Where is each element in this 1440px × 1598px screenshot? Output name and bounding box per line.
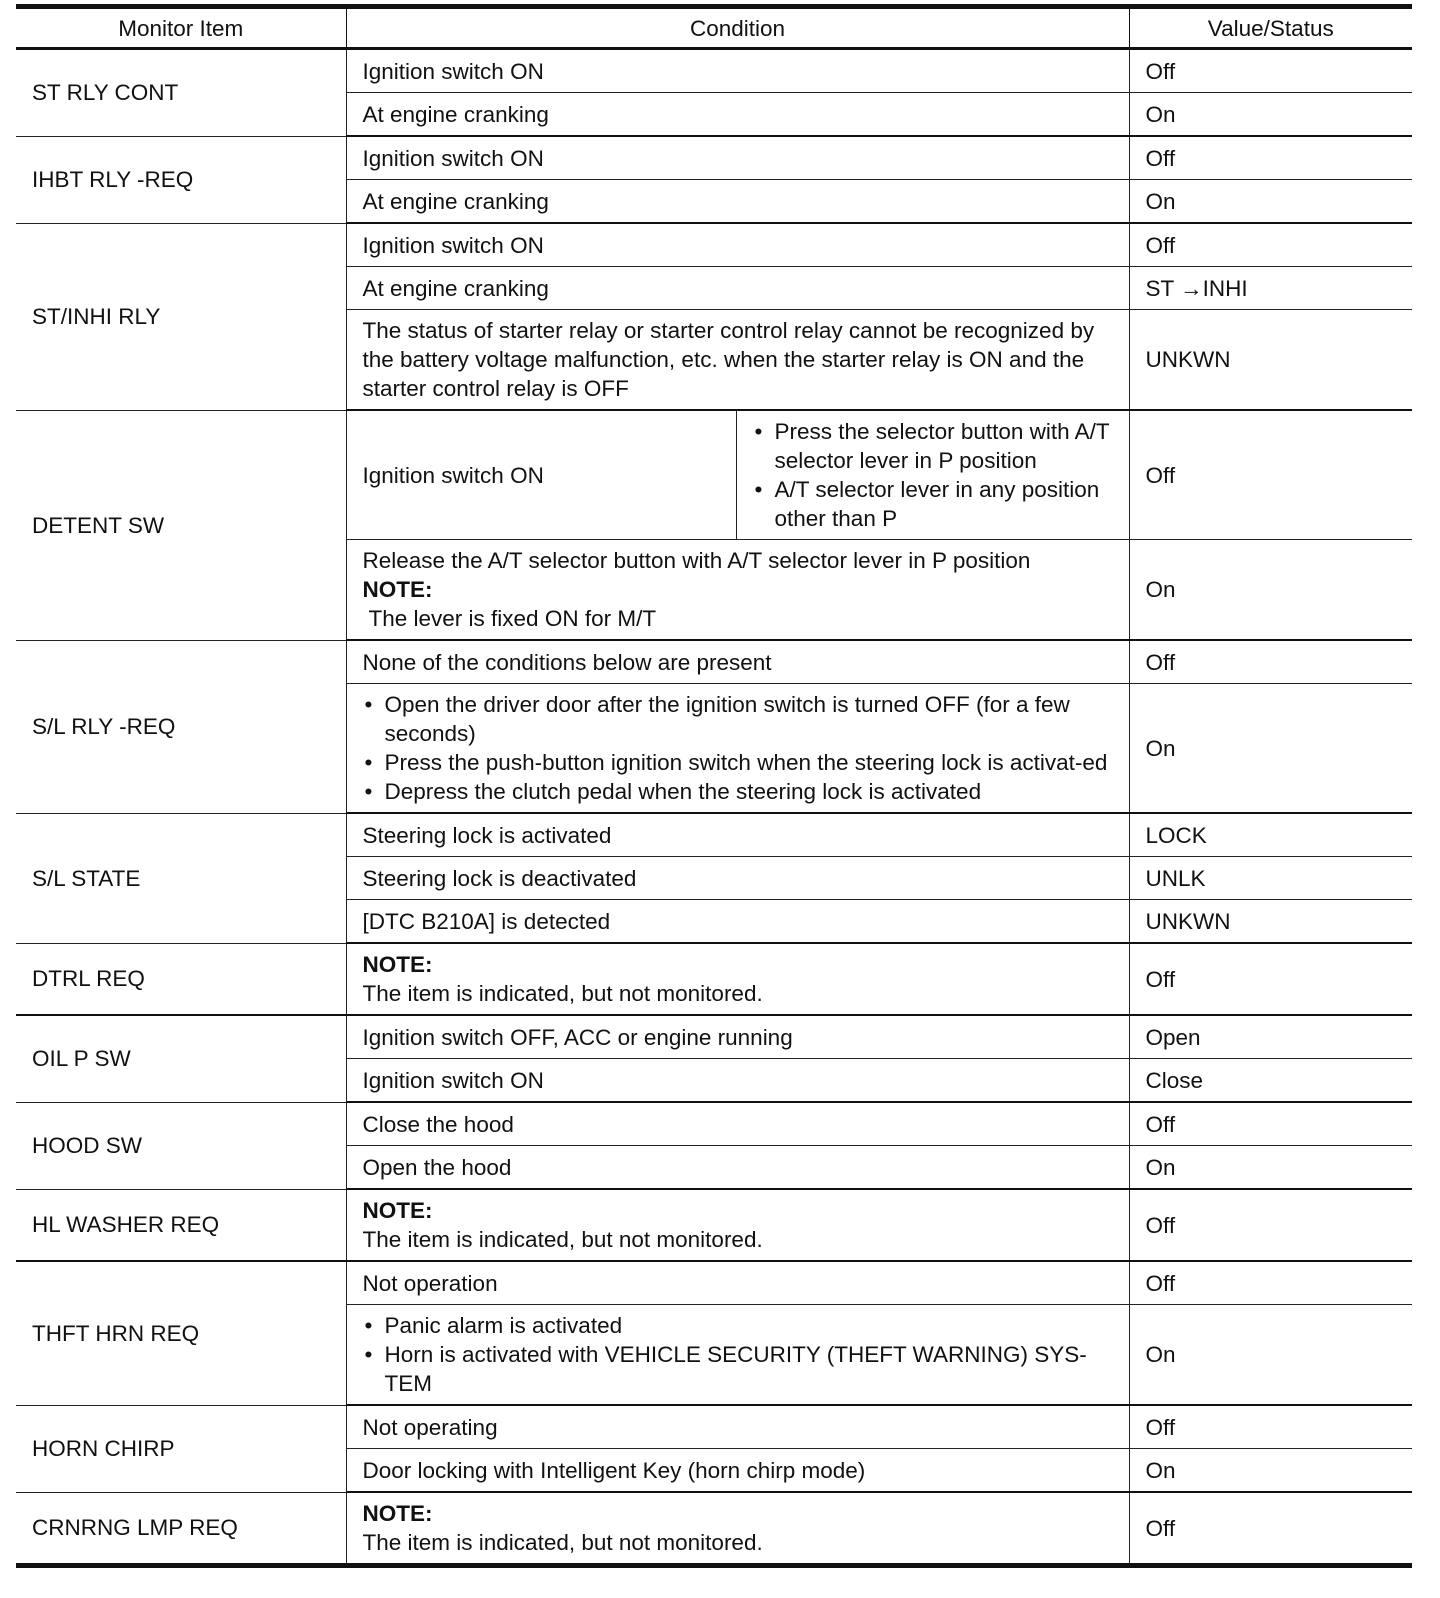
- condition-cell: Close the hood: [346, 1102, 1129, 1146]
- table-row: [16, 1405, 1412, 1449]
- table-row: [16, 1015, 1412, 1059]
- table-row: [16, 1261, 1412, 1305]
- condition-cell: [DTC B210A] is detected: [346, 900, 1129, 944]
- value-cell: Off: [1129, 1492, 1412, 1566]
- table-row: [16, 943, 1412, 1015]
- table-row: [16, 1102, 1412, 1146]
- condition-cell: At engine cranking: [346, 267, 1129, 310]
- monitor-item-name: CRNRNG LMP REQ: [16, 1492, 346, 1566]
- sub-condition-cell: [736, 410, 1129, 540]
- note-text: The item is indicated, but not monitored.: [362, 1530, 763, 1555]
- header-value-status: Value/Status: [1129, 7, 1412, 49]
- condition-cell: Not operating: [346, 1405, 1129, 1449]
- value-cell: Off: [1129, 640, 1412, 684]
- note-text: The item is indicated, but not monitored.: [362, 981, 763, 1006]
- monitor-item-name: S/L RLY -REQ: [16, 640, 346, 813]
- value-cell: UNKWN: [1129, 900, 1412, 944]
- value-cell: UNKWN: [1129, 310, 1412, 411]
- condition-cell: Open the hood: [346, 1146, 1129, 1190]
- value-cell: On: [1129, 1449, 1412, 1493]
- condition-cell: [346, 540, 1129, 641]
- list-item: • Press the selector button with A/T selector lever in P position: [753, 417, 1113, 475]
- value-cell: On: [1129, 93, 1412, 137]
- value-cell: Off: [1129, 49, 1412, 93]
- table-header-row: [16, 7, 1412, 49]
- value-cell: On: [1129, 540, 1412, 641]
- value-cell: Off: [1129, 943, 1412, 1015]
- value-cell: On: [1129, 1305, 1412, 1406]
- value-cell: Off: [1129, 223, 1412, 267]
- list-item: • Horn is activated with VEHICLE SECURITY (THEFT WARNING) SYS-TEM: [363, 1340, 1113, 1398]
- value-cell: Off: [1129, 1189, 1412, 1261]
- condition-cell: At engine cranking: [346, 93, 1129, 137]
- value-cell: Off: [1129, 136, 1412, 180]
- note-label: NOTE:: [362, 1501, 433, 1526]
- condition-cell: Ignition switch OFF, ACC or engine running: [346, 1015, 1129, 1059]
- list-item: • Depress the clutch pedal when the steering lock is activated: [363, 777, 1113, 806]
- bullet-list: [363, 690, 1113, 806]
- condition-cell: Ignition switch ON: [346, 410, 736, 540]
- monitor-item-name: IHBT RLY -REQ: [16, 136, 346, 223]
- monitor-item-name: HORN CHIRP: [16, 1405, 346, 1492]
- condition-cell: [346, 684, 1129, 814]
- value-cell: On: [1129, 180, 1412, 224]
- bullet-list: [753, 417, 1113, 533]
- condition-cell: Not operation: [346, 1261, 1129, 1305]
- monitor-item-name: OIL P SW: [16, 1015, 346, 1102]
- condition-cell: [346, 1492, 1129, 1566]
- condition-cell: Ignition switch ON: [346, 49, 1129, 93]
- table-row: [16, 410, 1412, 540]
- value-cell: Off: [1129, 410, 1412, 540]
- list-item: • A/T selector lever in any position other than P: [753, 475, 1113, 533]
- value-cell: On: [1129, 1146, 1412, 1190]
- value-cell: LOCK: [1129, 813, 1412, 857]
- table-row: [16, 223, 1412, 267]
- value-cell: Off: [1129, 1405, 1412, 1449]
- condition-cell: [346, 943, 1129, 1015]
- header-monitor-item: Monitor Item: [16, 7, 346, 49]
- condition-cell: [346, 1189, 1129, 1261]
- condition-cell: The status of starter relay or starter control relay cannot be recognized by the battery voltage malfunction, etc. when the starter relay is ON and the starter control relay is OFF: [346, 310, 1129, 411]
- monitor-item-table: [16, 4, 1412, 1568]
- monitor-item-name: HL WASHER REQ: [16, 1189, 346, 1261]
- table-row: [16, 640, 1412, 684]
- note-text: The lever is fixed ON for M/T: [368, 606, 657, 631]
- monitor-item-name: THFT HRN REQ: [16, 1261, 346, 1405]
- value-cell: Off: [1129, 1261, 1412, 1305]
- condition-cell: Ignition switch ON: [346, 223, 1129, 267]
- list-item: • Open the driver door after the ignition switch is turned OFF (for a few seconds): [363, 690, 1113, 748]
- condition-cell: Ignition switch ON: [346, 1059, 1129, 1103]
- table-row: [16, 136, 1412, 180]
- value-cell: Off: [1129, 1102, 1412, 1146]
- monitor-item-name: HOOD SW: [16, 1102, 346, 1189]
- value-cell: UNLK: [1129, 857, 1412, 900]
- condition-cell: Door locking with Intelligent Key (horn chirp mode): [346, 1449, 1129, 1493]
- value-cell: Close: [1129, 1059, 1412, 1103]
- list-item: • Panic alarm is activated: [363, 1311, 1113, 1340]
- table-row: [16, 813, 1412, 857]
- value-cell: ST →INHI: [1129, 267, 1412, 310]
- note-text: The item is indicated, but not monitored.: [362, 1227, 763, 1252]
- condition-text: Release the A/T selector button with A/T selector lever in P position: [362, 548, 1031, 573]
- note-label: NOTE:: [362, 1198, 433, 1223]
- condition-cell: Steering lock is activated: [346, 813, 1129, 857]
- monitor-item-name: ST RLY CONT: [16, 49, 346, 137]
- header-condition: Condition: [346, 7, 1129, 49]
- note-label: NOTE:: [362, 952, 433, 977]
- monitor-item-name: DTRL REQ: [16, 943, 346, 1015]
- condition-cell: Steering lock is deactivated: [346, 857, 1129, 900]
- monitor-item-name: ST/INHI RLY: [16, 223, 346, 410]
- table-row: [16, 49, 1412, 93]
- condition-cell: [346, 1305, 1129, 1406]
- condition-cell: Ignition switch ON: [346, 136, 1129, 180]
- list-item: • Press the push-button ignition switch when the steering lock is activat-ed: [363, 748, 1113, 777]
- table-row: [16, 1492, 1412, 1566]
- value-cell: Open: [1129, 1015, 1412, 1059]
- condition-cell: None of the conditions below are present: [346, 640, 1129, 684]
- note-label: NOTE:: [362, 577, 433, 602]
- bullet-list: [363, 1311, 1113, 1398]
- value-cell: On: [1129, 684, 1412, 814]
- monitor-item-name: S/L STATE: [16, 813, 346, 943]
- condition-cell: At engine cranking: [346, 180, 1129, 224]
- monitor-item-name: DETENT SW: [16, 410, 346, 640]
- table-row: [16, 1189, 1412, 1261]
